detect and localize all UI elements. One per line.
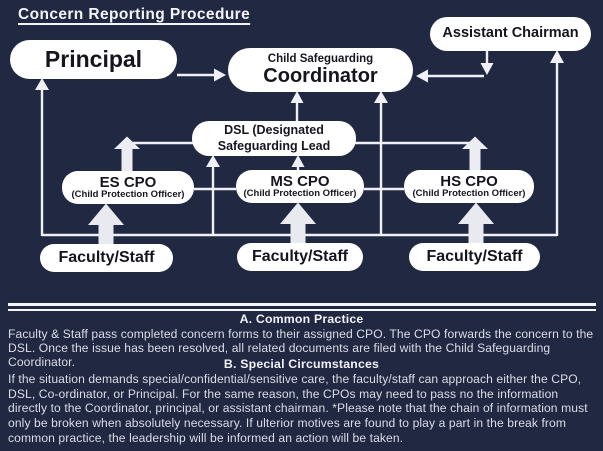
hs-cpo-title: HS CPO — [440, 172, 498, 190]
section-a-heading: A. Common Practice — [239, 312, 364, 326]
ms-cpo-subtitle: (Child Protection Officer) — [243, 188, 357, 200]
node-principal — [10, 40, 177, 79]
es-cpo-title: ES CPO — [99, 173, 157, 191]
page-title: Concern Reporting Procedure — [18, 6, 251, 23]
faculty-staff-middle-label: Faculty/Staff — [251, 247, 348, 265]
divider-line-top — [8, 303, 596, 306]
node-assistant-chairman — [430, 17, 591, 51]
node-dsl — [192, 121, 356, 156]
ms-cpo-title: MS CPO — [270, 172, 330, 190]
node-ms-cpo — [236, 170, 364, 203]
node-hs-cpo — [404, 170, 534, 203]
es-cpo-subtitle: (Child Protection Officer) — [71, 189, 185, 201]
node-faculty-staff-right — [409, 243, 540, 271]
hs-cpo-subtitle: (Child Protection Officer) — [412, 188, 526, 200]
dsl-label-line2: Safeguarding Lead — [217, 138, 331, 153]
faculty-staff-left-label: Faculty/Staff — [58, 248, 155, 266]
faculty-staff-right-label: Faculty/Staff — [426, 247, 523, 265]
node-child-safeguarding-coordinator — [228, 48, 413, 92]
node-principal-label: Principal — [44, 46, 143, 73]
node-es-cpo — [62, 171, 194, 204]
section-a-body: Faculty & Staff pass completed concern forms to their assigned CPO. The CPO forwards the concern to the DSL. Once the issue has been resolved, all related documents are filed with the Child Safeguarding Coordinator. — [8, 327, 594, 369]
section-b-heading: B. Special Circumstances — [223, 357, 380, 371]
faculty-up-arrows — [88, 203, 494, 247]
dsl-label-line1: DSL (Designated — [224, 122, 324, 137]
divider-line-bottom — [8, 309, 596, 311]
node-faculty-staff-middle — [237, 243, 363, 271]
node-faculty-staff-left — [40, 244, 173, 272]
assistant-chairman-label: Assistant Chairman — [442, 25, 579, 42]
coordinator-label-line2: Coordinator — [263, 64, 378, 87]
coordinator-label-line1: Child Safeguarding — [267, 53, 374, 66]
section-b-body: If the situation demands special/confidential/sensitive care, the faculty/staff can approach either the CPO, DSL, Co-ordinator, or Principal. For the same reason, the CPOs may need to pass no the information directly to the Coordinator, principal, or assistant chairman. *Please note that the chain of information must only be broken when absolutely necessary. If ulterior motives are found to play a part in the break from common practice, the leadership will be informed an action will be taken. — [8, 372, 588, 445]
